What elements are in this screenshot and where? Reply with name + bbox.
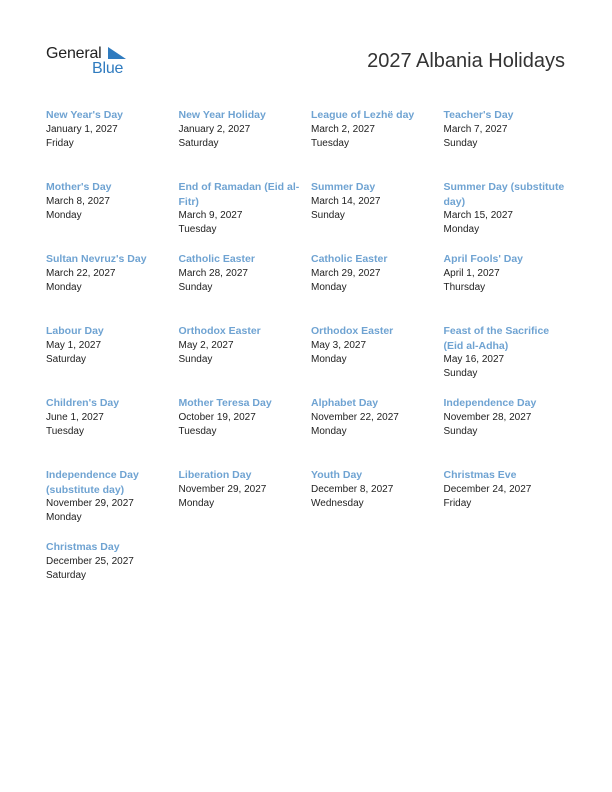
holiday-entry (46, 252, 179, 324)
logo-flag-icon (108, 47, 126, 61)
generalblue-logo (46, 45, 136, 81)
holiday-entry (444, 252, 577, 324)
holiday-name: Youth Day (311, 469, 363, 481)
holiday-weekday: Tuesday (46, 425, 84, 437)
holiday-date: December 25, 2027 (46, 555, 134, 567)
holiday-name: League of Lezhë day (311, 109, 415, 121)
holiday-entry (179, 396, 312, 468)
holiday-row (46, 468, 576, 540)
holiday-date: March 15, 2027 (443, 210, 513, 221)
holiday-weekday: Monday (46, 209, 82, 221)
logo-word-blue: Blue (92, 60, 124, 77)
holiday-date: March 14, 2027 (311, 195, 381, 207)
holiday-entry (179, 252, 312, 324)
holiday-entry (311, 252, 444, 324)
holiday-name: Orthodox Easter (311, 325, 394, 337)
holiday-date: March 22, 2027 (46, 267, 116, 279)
holiday-date: October 19, 2027 (178, 411, 256, 423)
holiday-weekday: Monday (46, 512, 82, 523)
holiday-entry (444, 324, 577, 396)
page-title: 2027 Albania Holidays (367, 50, 565, 72)
holiday-name: End of Ramadan (Eid al-Fitr) (178, 181, 300, 208)
holiday-weekday: Thursday (443, 281, 486, 293)
holiday-weekday: Sunday (311, 209, 345, 221)
holiday-entry (179, 108, 312, 180)
holiday-weekday: Friday (443, 497, 472, 509)
holiday-entry (46, 540, 179, 612)
holiday-weekday: Saturday (46, 353, 87, 365)
holiday-weekday: Monday (443, 224, 480, 235)
holiday-date: January 2, 2027 (178, 123, 251, 135)
holiday-weekday: Monday (311, 353, 347, 365)
holiday-grid (46, 108, 576, 612)
holiday-row (46, 324, 576, 396)
holiday-entry (179, 324, 312, 396)
holiday-entry (46, 396, 179, 468)
holiday-name: Alphabet Day (311, 397, 379, 409)
holiday-row (46, 180, 576, 252)
holiday-name: Mother Teresa Day (178, 397, 272, 409)
holiday-date: April 1, 2027 (443, 267, 500, 279)
holiday-date: November 29, 2027 (178, 483, 267, 495)
holiday-name: Catholic Easter (311, 253, 388, 265)
holiday-entry (46, 108, 179, 180)
holiday-entry (311, 108, 444, 180)
holiday-name: New Year Holiday (178, 109, 266, 121)
holiday-name: Children's Day (46, 397, 120, 409)
holiday-weekday: Sunday (178, 281, 213, 293)
holiday-entry (311, 468, 444, 540)
logo-word-general: General (46, 45, 102, 62)
holiday-entry (179, 468, 312, 540)
holiday-row (46, 108, 576, 180)
holiday-date: May 3, 2027 (311, 339, 367, 351)
holiday-date: November 22, 2027 (311, 411, 399, 423)
holiday-weekday: Saturday (178, 137, 219, 149)
holiday-name: Labour Day (46, 325, 104, 337)
holiday-name: Catholic Easter (178, 253, 255, 265)
holiday-date: November 29, 2027 (46, 498, 134, 509)
holiday-entry (444, 468, 577, 540)
holiday-row (46, 540, 576, 612)
holiday-weekday: Tuesday (178, 224, 217, 235)
holiday-entry (311, 180, 444, 252)
holiday-name: Feast of the Sacrifice (Eid al-Adha) (443, 325, 550, 352)
holiday-entry (46, 180, 179, 252)
holiday-name: Orthodox Easter (178, 325, 261, 337)
holiday-name: New Year's Day (46, 109, 124, 121)
holiday-name: April Fools' Day (443, 253, 524, 265)
holiday-date: May 2, 2027 (178, 339, 234, 351)
holiday-date: May 1, 2027 (46, 339, 102, 351)
holiday-entry (46, 324, 179, 396)
holiday-date: December 8, 2027 (311, 483, 394, 495)
holiday-entry (179, 180, 312, 252)
holiday-weekday: Monday (178, 497, 215, 509)
holiday-entry (311, 324, 444, 396)
holiday-row (46, 396, 576, 468)
holiday-name: Independence Day (substitute day) (46, 469, 139, 496)
holiday-entry (444, 180, 577, 252)
holiday-date: March 7, 2027 (443, 123, 508, 135)
holiday-date: June 1, 2027 (46, 411, 104, 423)
holiday-date: March 2, 2027 (311, 123, 375, 135)
holiday-date: March 28, 2027 (178, 267, 248, 279)
holiday-weekday: Sunday (443, 425, 478, 437)
holiday-name: Mother's Day (46, 181, 112, 193)
holiday-weekday: Sunday (443, 368, 478, 379)
holiday-weekday: Monday (311, 281, 347, 293)
holiday-name: Teacher's Day (443, 109, 514, 121)
holiday-entry (46, 468, 179, 540)
holiday-row (46, 252, 576, 324)
holiday-name: Summer Day (substitute day) (443, 181, 565, 208)
holiday-weekday: Friday (46, 137, 74, 149)
holiday-date: January 1, 2027 (46, 123, 118, 135)
holiday-weekday: Sunday (443, 137, 478, 149)
holiday-date: May 16, 2027 (443, 354, 505, 365)
holiday-weekday: Monday (311, 425, 347, 437)
holiday-name: Independence Day (443, 397, 537, 409)
holiday-weekday: Tuesday (178, 425, 217, 437)
holiday-entry (444, 108, 577, 180)
holiday-weekday: Tuesday (311, 137, 349, 149)
holiday-name: Sultan Nevruz's Day (46, 253, 147, 265)
holiday-entry (311, 396, 444, 468)
holiday-date: March 9, 2027 (178, 210, 243, 221)
holiday-name: Christmas Eve (443, 469, 517, 481)
holiday-name: Summer Day (311, 181, 376, 193)
holiday-name: Christmas Day (46, 541, 120, 553)
holiday-weekday: Sunday (178, 353, 213, 365)
holiday-date: March 29, 2027 (311, 267, 381, 279)
holiday-entry (444, 396, 577, 468)
holiday-weekday: Monday (46, 281, 82, 293)
holiday-date: March 8, 2027 (46, 195, 110, 207)
holiday-date: December 24, 2027 (443, 483, 532, 495)
holiday-weekday: Wednesday (311, 497, 364, 509)
holiday-name: Liberation Day (178, 469, 252, 481)
holiday-weekday: Saturday (46, 569, 87, 581)
holiday-date: November 28, 2027 (443, 411, 532, 423)
